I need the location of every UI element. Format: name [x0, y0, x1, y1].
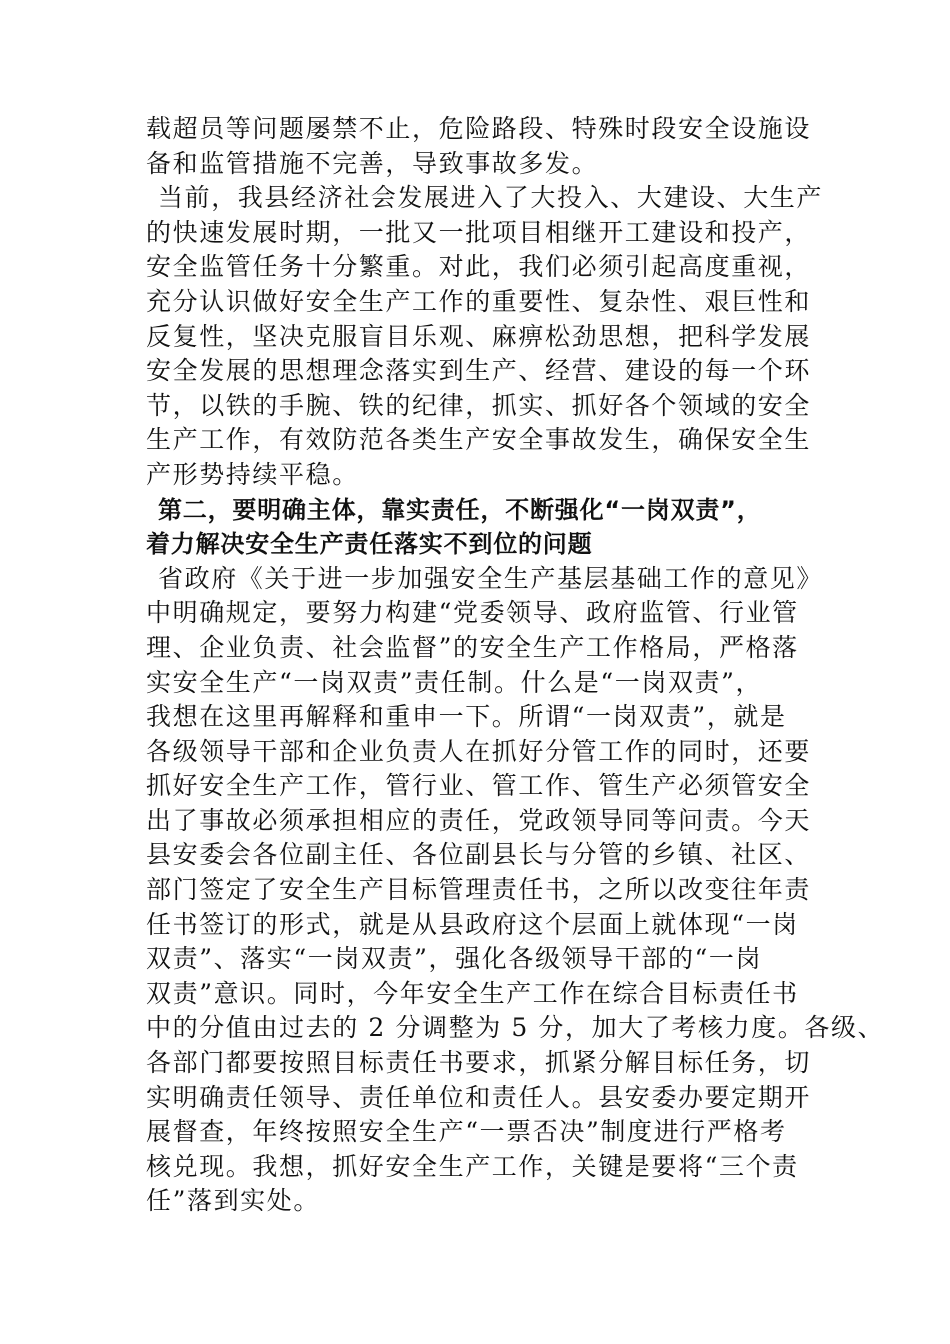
- text-line: 载超员等问题屡禁不止，危险路段、特殊时段安全设施设: [146, 114, 812, 143]
- text-line: 安全发展的思想理念落实到生产、经营、建设的每一个环: [146, 356, 812, 386]
- text-line: 安全监管任务十分繁重。对此，我们必须引起高度重视，: [146, 252, 812, 282]
- text-line: 实明确责任领导、责任单位和责任人。县安委办要定期开: [146, 1082, 812, 1112]
- heading-line: 着力解决安全生产责任落实不到位的问题: [146, 530, 593, 559]
- text-line: 实安全生产“一岗双责”责任制。什么是“一岗双责”，: [146, 667, 763, 697]
- text-line: 充分认识做好安全生产工作的重要性、复杂性、艰巨性和: [146, 286, 812, 316]
- paragraph-current-situation: [146, 181, 824, 492]
- text-line: 省政府《关于进一步加强安全生产基层基础工作的意见》: [158, 563, 824, 593]
- section-heading: [146, 493, 814, 562]
- text-line: 各级领导干部和企业负责人在抓好分管工作的同时，还要: [146, 736, 812, 766]
- text-line: 双责”意识。同时，今年安全生产工作在综合目标责任书: [146, 978, 799, 1008]
- text-line: 抓好安全生产工作，管行业、管工作、管生产必须管安全: [146, 771, 812, 801]
- text-line: 核兑现。我想，抓好安全生产工作，关键是要将“三个责: [146, 1151, 799, 1181]
- text-line: 备和监管措施不完善，导致事故多发。: [146, 148, 599, 178]
- text-line: 我想在这里再解释和重申一下。所谓“一岗双责”，就是: [146, 702, 787, 732]
- paragraph-responsibility: [146, 562, 885, 1219]
- text-line: 理、企业负责、社会监督”的安全生产工作格局，严格落: [146, 632, 799, 662]
- text-line: 县安委会各位副主任、各位副县长与分管的乡镇、社区、: [146, 840, 812, 870]
- text-line: 当前，我县经济社会发展进入了大投入、大建设、大生产: [158, 183, 824, 213]
- paragraph-continuation: [146, 112, 814, 181]
- heading-line: 第二，要明确主体，靠实责任，不断强化“一岗双责”，: [158, 495, 762, 524]
- text-line: 各部门都要按照目标责任书要求，抓紧分解目标任务，切: [146, 1048, 812, 1078]
- text-line: 中的分值由过去的 2 分调整为 5 分，加大了考核力度。各级、: [146, 1013, 885, 1043]
- text-line: 部门签定了安全生产目标管理责任书，之所以改变往年责: [146, 875, 812, 905]
- document-body: [146, 112, 885, 1219]
- text-line: 节，以铁的手腕、铁的纪律，抓实、抓好各个领域的安全: [146, 390, 812, 420]
- text-line: 双责”、落实“一岗双责”，强化各级领导干部的“一岗: [146, 944, 763, 974]
- text-line: 生产工作，有效防范各类生产安全事故发生，确保安全生: [146, 425, 812, 455]
- text-line: 产形势持续平稳。: [146, 459, 359, 489]
- text-line: 任”落到实处。: [146, 1186, 320, 1216]
- text-line: 出了事故必须承担相应的责任，党政领导同等问责。今天: [146, 805, 812, 835]
- text-line: 任书签订的形式，就是从县政府这个层面上就体现“一岗: [146, 909, 799, 939]
- text-line: 中明确规定，要努力构建“党委领导、政府监管、行业管: [146, 598, 799, 628]
- text-line: 反复性，坚决克服盲目乐观、麻痹松劲思想，把科学发展: [146, 321, 812, 351]
- text-line: 的快速发展时期，一批又一批项目相继开工建设和投产，: [146, 217, 812, 247]
- text-line: 展督查，年终按照安全生产“一票否决”制度进行严格考: [146, 1117, 787, 1147]
